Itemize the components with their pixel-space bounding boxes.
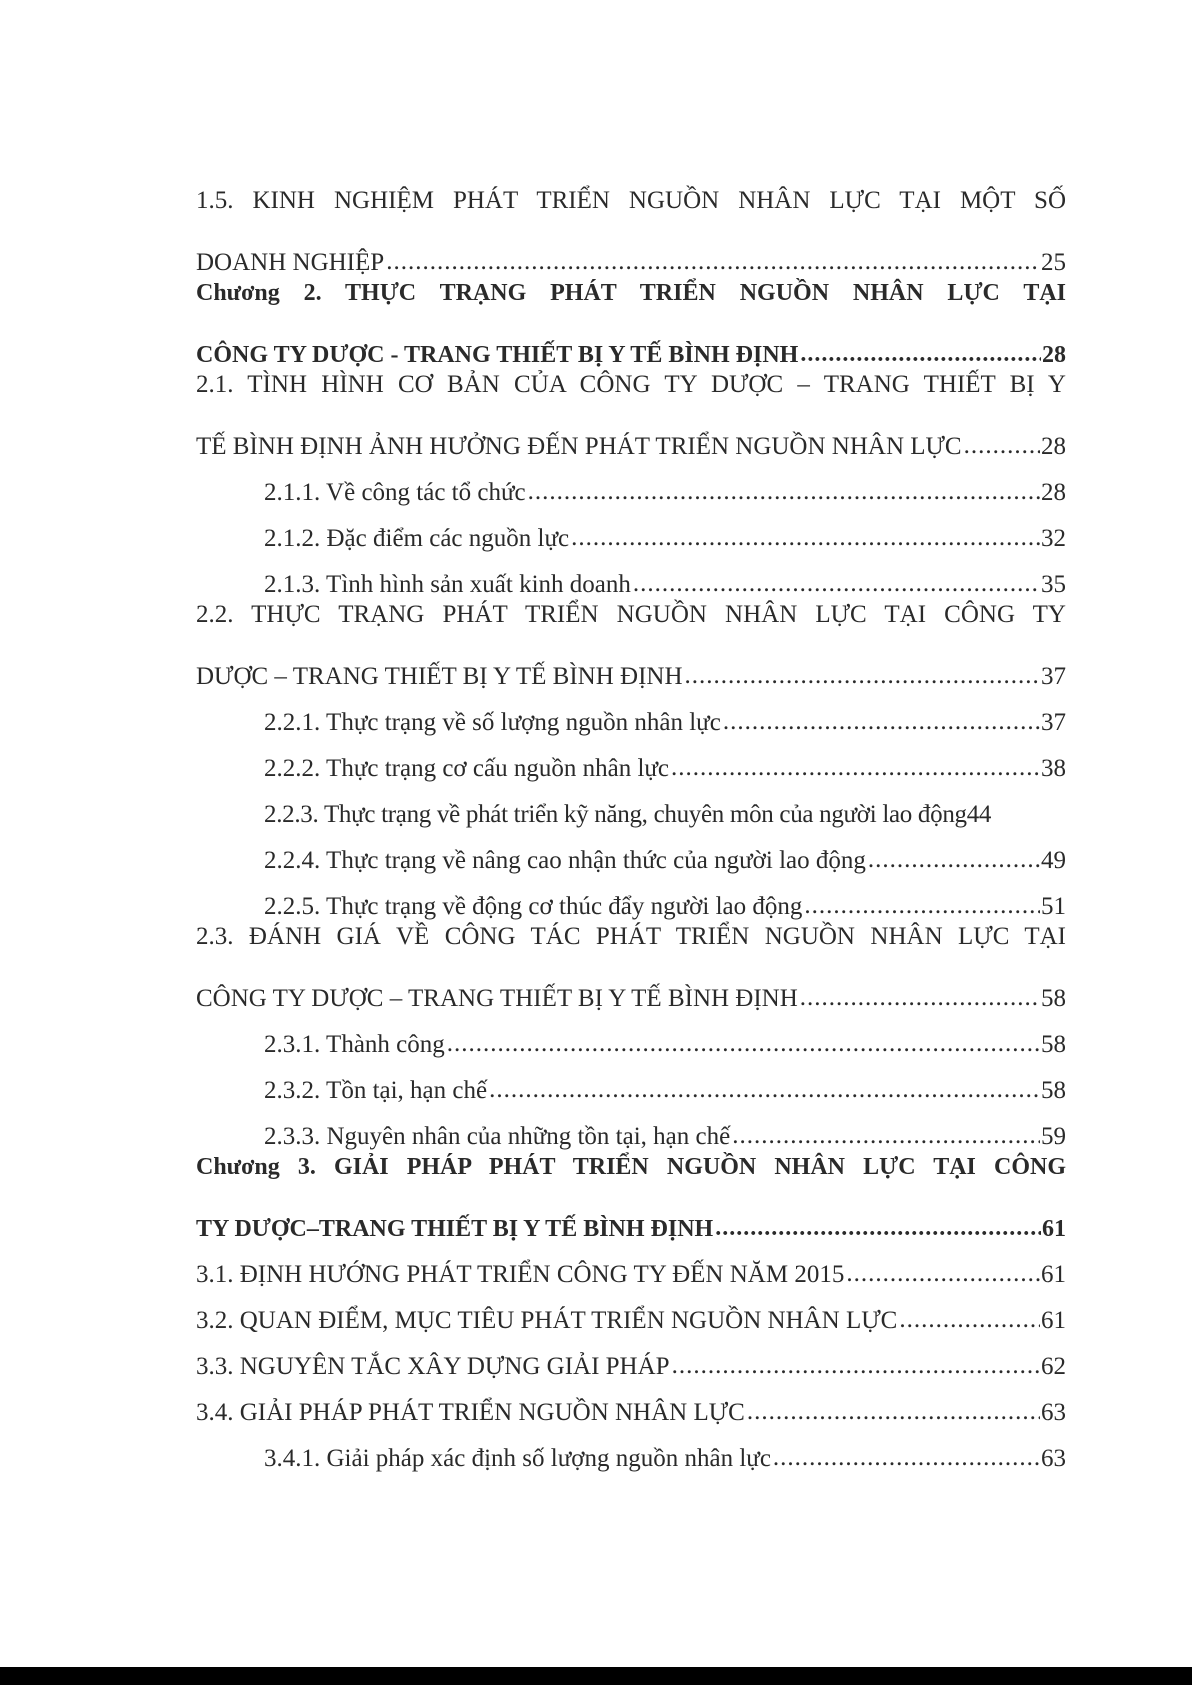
toc-text: 2.2.5. Thực trạng về động cơ thúc đẩy người lao động (264, 893, 803, 920)
toc-text: 1.5. KINH NGHIỆM PHÁT TRIỂN NGUỒN NHÂN LỰC TẠI MỘT SỐ (196, 187, 1066, 214)
toc-line (196, 830, 1066, 876)
toc-text: 3.3. NGUYÊN TẮC XÂY DỰNG GIẢI PHÁP (196, 1353, 670, 1380)
toc-text: 2.3.1. Thành công (264, 1031, 445, 1058)
toc-text: 2.3.2. Tồn tại, hạn chế (264, 1077, 488, 1104)
toc-page-number: 58 (1041, 1077, 1066, 1104)
toc-line (196, 1244, 1066, 1290)
toc-page-number: 63 (1041, 1445, 1066, 1472)
toc-line (196, 1428, 1066, 1474)
toc-page-number: 59 (1041, 1123, 1066, 1150)
toc-page-number: 35 (1041, 571, 1066, 598)
toc-line (196, 1198, 1066, 1244)
toc-text: 3.2. QUAN ĐIỂM, MỤC TIÊU PHÁT TRIỂN NGUỒN NHÂN LỰC (196, 1307, 898, 1334)
toc-text: CÔNG TY DƯỢC - TRANG THIẾT BỊ Y TẾ BÌNH ĐỊNH (196, 342, 799, 368)
toc-text: 2.2.1. Thực trạng về số lượng nguồn nhân lực (264, 709, 721, 736)
dot-leader (489, 1080, 1040, 1100)
dot-leader (846, 1264, 1040, 1284)
dot-leader (747, 1402, 1040, 1422)
toc-page-number: 61 (1041, 1261, 1066, 1288)
toc-line (196, 922, 1066, 968)
toc-page-number: 61 (1041, 1307, 1066, 1334)
dot-leader (773, 1448, 1040, 1468)
toc-text: 2.1.1. Về công tác tổ chức (264, 479, 526, 506)
table-of-contents (196, 186, 1066, 1474)
toc-page-number: 58 (1041, 985, 1066, 1012)
toc-line (196, 1152, 1066, 1198)
dot-leader (804, 896, 1040, 916)
toc-page-number: 61 (1042, 1216, 1066, 1242)
toc-line (196, 784, 1066, 830)
toc-text: 2.3.3. Nguyên nhân của những tồn tại, hạn chế (264, 1123, 731, 1150)
toc-line (196, 600, 1066, 646)
toc-text: 3.1. ĐỊNH HƯỚNG PHÁT TRIỂN CÔNG TY ĐẾN NĂM 2015 (196, 1261, 845, 1288)
toc-line (196, 278, 1066, 324)
toc-page-number: 25 (1041, 249, 1066, 276)
toc-text: 2.2. THỰC TRẠNG PHÁT TRIỂN NGUỒN NHÂN LỰC TẠI CÔNG TY (196, 601, 1066, 628)
dot-leader (386, 252, 1040, 272)
dot-leader (633, 574, 1040, 594)
dot-leader (528, 482, 1040, 502)
toc-line (196, 324, 1066, 370)
toc-page-number: 58 (1041, 1031, 1066, 1058)
dot-leader (672, 1356, 1040, 1376)
toc-line (196, 186, 1066, 232)
toc-text: Chương 2. THỰC TRẠNG PHÁT TRIỂN NGUỒN NHÂN LỰC TẠI (196, 280, 1066, 306)
toc-text: 2.2.2. Thực trạng cơ cấu nguồn nhân lực (264, 755, 670, 782)
bottom-edge-bar (0, 1667, 1192, 1685)
dot-leader (571, 528, 1040, 548)
toc-text: DƯỢC – TRANG THIẾT BỊ Y TẾ BÌNH ĐỊNH (196, 663, 683, 690)
dot-leader (447, 1034, 1040, 1054)
toc-line (196, 1382, 1066, 1428)
dot-leader (685, 666, 1040, 686)
toc-text: 3.4. GIẢI PHÁP PHÁT TRIỂN NGUỒN NHÂN LỰC (196, 1399, 745, 1426)
toc-line (196, 646, 1066, 692)
toc-text: 2.1. TÌNH HÌNH CƠ BẢN CỦA CÔNG TY DƯỢC – TRANG THIẾT BỊ Y (196, 371, 1066, 398)
toc-text: 2.2.3. Thực trạng về phát triển kỹ năng, chuyên môn của người lao động (264, 801, 967, 828)
toc-page-number: 28 (1041, 479, 1066, 506)
dot-leader (964, 436, 1040, 456)
toc-text: TẾ BÌNH ĐỊNH ẢNH HƯỞNG ĐẾN PHÁT TRIỂN NGUỒN NHÂN LỰC (196, 433, 962, 460)
toc-text: TY DƯỢC–TRANG THIẾT BỊ Y TẾ BÌNH ĐỊNH (196, 1216, 714, 1242)
dot-leader (800, 988, 1040, 1008)
toc-page-number: 37 (1041, 709, 1066, 736)
dot-leader (715, 1218, 1041, 1238)
toc-text: 3.4.1. Giải pháp xác định số lượng nguồn nhân lực (264, 1445, 771, 1472)
toc-page-number: 38 (1041, 755, 1066, 782)
dot-leader (723, 712, 1040, 732)
toc-line (196, 508, 1066, 554)
toc-line (196, 370, 1066, 416)
toc-page-number: 63 (1041, 1399, 1066, 1426)
toc-line (196, 1060, 1066, 1106)
toc-text: 2.1.3. Tình hình sản xuất kinh doanh (264, 571, 631, 598)
toc-page-number: 49 (1041, 847, 1066, 874)
toc-page-number: 51 (1041, 893, 1066, 920)
dot-leader (671, 758, 1040, 778)
toc-text: Chương 3. GIẢI PHÁP PHÁT TRIỂN NGUỒN NHÂN LỰC TẠI CÔNG (196, 1154, 1066, 1180)
dot-leader (899, 1310, 1040, 1330)
toc-line (196, 462, 1066, 508)
toc-line (196, 876, 1066, 922)
toc-line (196, 1290, 1066, 1336)
toc-line (196, 968, 1066, 1014)
toc-line (196, 416, 1066, 462)
toc-line (196, 1336, 1066, 1382)
toc-page-number: 32 (1041, 525, 1066, 552)
toc-page-number: 44 (966, 801, 992, 828)
toc-line (196, 554, 1066, 600)
toc-text: 2.2.4. Thực trạng về nâng cao nhận thức của người lao động (264, 847, 866, 874)
toc-line (196, 738, 1066, 784)
toc-text: 2.3. ĐÁNH GIÁ VỀ CÔNG TÁC PHÁT TRIỂN NGUỒN NHÂN LỰC TẠI (196, 923, 1066, 950)
toc-line (196, 1106, 1066, 1152)
toc-line (196, 232, 1066, 278)
toc-page-number: 62 (1041, 1353, 1066, 1380)
toc-text: 2.1.2. Đặc điểm các nguồn lực (264, 525, 570, 552)
dot-leader (800, 344, 1041, 364)
toc-page-number: 28 (1042, 342, 1066, 368)
toc-text: DOANH NGHIỆP (196, 249, 385, 276)
toc-text: CÔNG TY DƯỢC – TRANG THIẾT BỊ Y TẾ BÌNH ĐỊNH (196, 985, 798, 1012)
toc-page-number: 37 (1041, 663, 1066, 690)
toc-line (196, 1014, 1066, 1060)
toc-page-number: 28 (1041, 433, 1066, 460)
dot-leader (732, 1126, 1040, 1146)
toc-line (196, 692, 1066, 738)
dot-leader (868, 850, 1040, 870)
